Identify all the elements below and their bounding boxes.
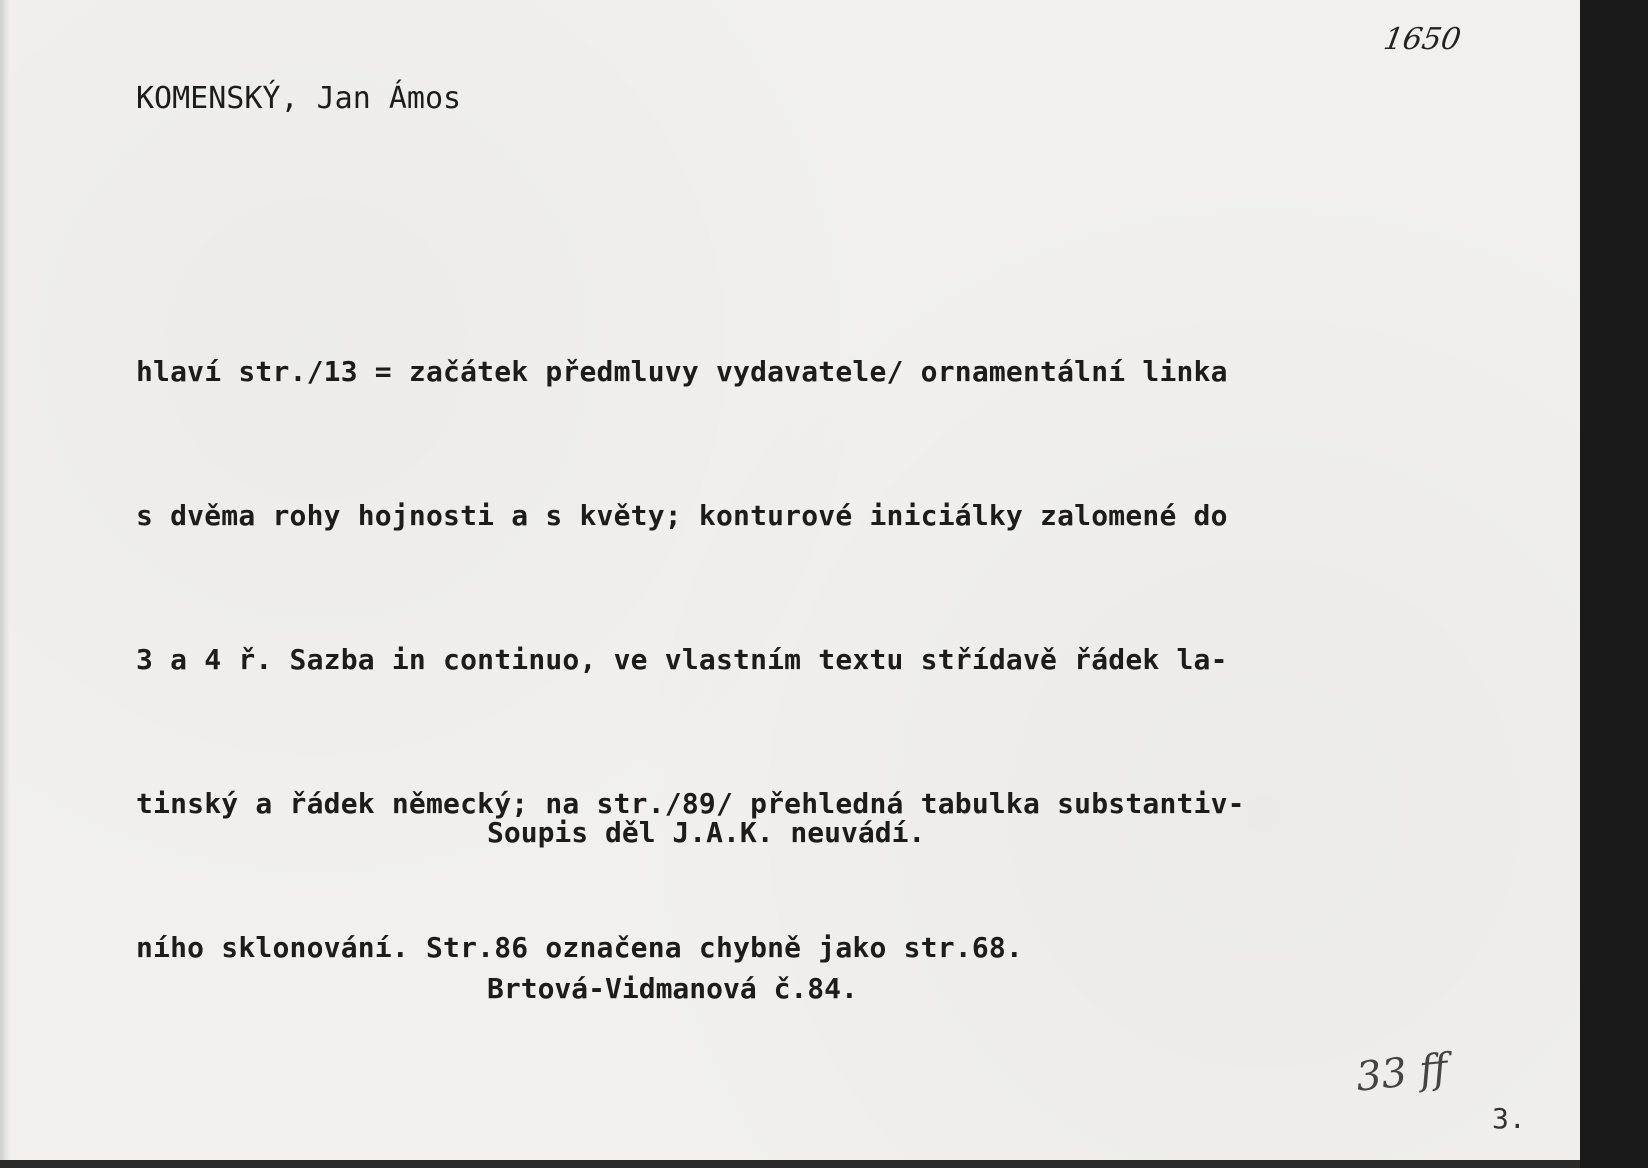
reference-line: Brtová-Vidmanová č.84.: [487, 972, 858, 1005]
description-line: s dvěma rohy hojnosti a s květy; konturové iniciálky zalomené do: [136, 499, 1228, 532]
reference-line: Soupis děl J.A.K. neuvádí.: [487, 816, 926, 849]
scan-edge-bottom: [0, 1160, 1580, 1168]
description-line: 3 a 4 ř. Sazba in continuo, ve vlastním textu střídavě řádek la-: [136, 643, 1228, 676]
scan-edge-left: [0, 0, 10, 1168]
folio-note: 33 ff: [1353, 1045, 1451, 1101]
catalog-number: 1650: [1380, 22, 1464, 57]
description-line: hlaví str./13 = začátek předmluvy vydavatele/ ornamentální linka: [136, 355, 1228, 388]
description-line: ního sklonování. Str.86 označena chybně jako str.68.: [136, 931, 1023, 964]
author-heading: KOMENSKÝ, Jan Ámos: [136, 81, 462, 116]
page-number: 3.: [1492, 1102, 1526, 1135]
bibliographic-references: [487, 703, 925, 1119]
description-line: tinský a řádek německý; na str./89/ přehledná tabulka substantiv-: [136, 787, 1245, 820]
